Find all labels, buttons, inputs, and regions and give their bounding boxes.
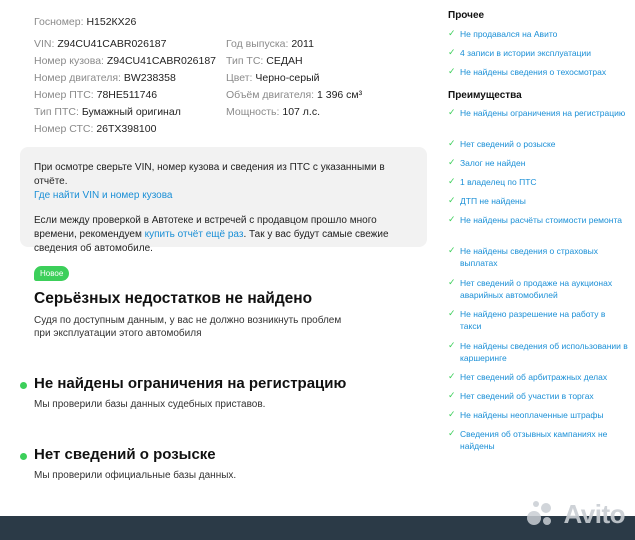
- check-icon: ✓: [448, 157, 456, 167]
- sidebar-item-label: Нет сведений о продаже на аукционах аварийных автомобилей: [460, 278, 613, 300]
- spec-label: Номер СТС:: [34, 123, 94, 135]
- sidebar-item-label: 4 записи в истории эксплуатации: [460, 48, 591, 58]
- spec-value: СЕДАН: [266, 55, 303, 67]
- check-icon: ✓: [448, 277, 456, 287]
- buy-report-again-link[interactable]: купить отчёт ещё раз: [144, 229, 244, 240]
- spec-value: Z94CU41CABR026187: [57, 38, 167, 50]
- spec-pts-type: [34, 106, 181, 118]
- spec-label: VIN:: [34, 38, 55, 50]
- spec-pts-number: [34, 89, 157, 101]
- spec-sts-number: [34, 123, 156, 135]
- watermark-text: Avito: [563, 498, 625, 529]
- check-icon: ✓: [448, 28, 456, 38]
- summary-title: Серьёзных недостатков не найдено: [34, 290, 313, 307]
- spec-value: 1 396 см³: [316, 89, 363, 101]
- check-icon: ✓: [448, 340, 456, 350]
- spec-label: Тип ПТС:: [34, 106, 79, 118]
- spec-gosnomer: [34, 16, 136, 28]
- check-icon: ✓: [448, 138, 456, 148]
- check-icon: ✓: [448, 47, 456, 57]
- check-icon: ✓: [448, 214, 456, 224]
- spec-engine-number: [34, 72, 176, 84]
- spec-label: Мощность:: [226, 106, 280, 118]
- sidebar-item-label: 1 владелец по ПТС: [460, 177, 537, 187]
- sidebar-item-label: Не продавался на Авито: [460, 29, 558, 39]
- sidebar-item-label: Не найдены ограничения на регистрацию: [460, 108, 626, 118]
- sidebar-item-label: Нет сведений об арбитражных делах: [460, 372, 608, 382]
- sidebar-item-label: Не найдены расчёты стоимости ремонта: [460, 215, 622, 225]
- spec-power: [226, 106, 320, 118]
- notice-paragraph: [34, 161, 413, 203]
- sidebar-item-label: ДТП не найдены: [460, 196, 526, 206]
- notice-paragraph: [34, 214, 413, 256]
- check-icon: ✓: [448, 428, 456, 438]
- spec-value: 26ТХ398100: [96, 123, 157, 135]
- sidebar-item-label: Не найдены сведения об использовании в каршеринге: [460, 341, 628, 363]
- sidebar-item-label: Не найдено разрешение на работу в такси: [460, 309, 606, 331]
- spec-vehicle-type: [226, 55, 303, 67]
- green-dot-icon: [20, 453, 27, 460]
- spec-value: 78НЕ511746: [96, 89, 158, 101]
- spec-value: 107 л.с.: [282, 106, 321, 118]
- summary-subtitle: Судя по доступным данным, у вас не должно возникнуть проблем при эксплуатации этого автомобиля: [34, 315, 342, 339]
- spec-label: Цвет:: [226, 72, 253, 84]
- check-icon: ✓: [448, 66, 456, 76]
- spec-value: Черно-серый: [255, 72, 320, 84]
- spec-label: Номер кузова:: [34, 55, 104, 67]
- spec-label: Госномер:: [34, 16, 84, 28]
- check-icon: ✓: [448, 371, 456, 381]
- spec-label: Год выпуска:: [226, 38, 289, 50]
- check-icon: ✓: [448, 195, 456, 205]
- sidebar-item-label: Нет сведений о розыске: [460, 139, 556, 149]
- spec-label: Номер ПТС:: [34, 89, 94, 101]
- check-icon: ✓: [448, 308, 456, 318]
- spec-value: 2011: [291, 38, 314, 50]
- sidebar-item-label: Не найдены сведения о техосмотрах: [460, 67, 607, 77]
- sidebar-item-label: Нет сведений об участии в торгах: [460, 391, 594, 401]
- sidebar-item-label: Залог не найден: [460, 158, 526, 168]
- spec-label: Тип ТС:: [226, 55, 264, 67]
- spec-year: [226, 38, 314, 50]
- check-icon: ✓: [448, 390, 456, 400]
- check-icon: ✓: [448, 176, 456, 186]
- finding-title: Нет сведений о розыске: [34, 446, 216, 463]
- spec-value: BW238358: [123, 72, 176, 84]
- check-icon: ✓: [448, 245, 456, 255]
- spec-label: Объём двигателя:: [226, 89, 315, 101]
- spec-body-number: [34, 55, 216, 67]
- sidebar-heading-advantages: Преимущества: [448, 90, 522, 101]
- spec-value: Бумажный оригинал: [81, 106, 181, 118]
- notice-text: Если между проверкой в Автотеке и встречей с продавцом прошло много времени, рекомендуем: [34, 215, 377, 240]
- spec-engine-volume: [226, 89, 362, 101]
- finding-subtitle: Мы проверили базы данных судебных приставов.: [34, 399, 266, 410]
- finding-title: Не найдены ограничения на регистрацию: [34, 375, 347, 392]
- inspection-notice: [20, 147, 427, 254]
- notice-text: . Так у вас будут самые свежие сведения об автомобиле.: [34, 229, 389, 254]
- sidebar-item-label: Сведения об отзывных кампаниях не найдены: [460, 429, 608, 451]
- check-icon: ✓: [448, 409, 456, 419]
- spec-color: [226, 72, 320, 84]
- new-badge: Новое: [34, 266, 69, 281]
- green-dot-icon: [20, 382, 27, 389]
- finding-subtitle: Мы проверили официальные базы данных.: [34, 470, 237, 481]
- spec-label: Номер двигателя:: [34, 72, 121, 84]
- check-icon: ✓: [448, 107, 456, 117]
- sidebar-item-label: Не найдены неоплаченные штрафы: [460, 410, 604, 420]
- avito-watermark: [525, 492, 625, 536]
- sidebar-heading-other: Прочее: [448, 10, 485, 21]
- where-vin-link[interactable]: Где найти VIN и номер кузова: [34, 190, 173, 201]
- sidebar-item-label: Не найдены сведения о страховых выплатах: [460, 246, 598, 268]
- spec-vin: [34, 38, 167, 50]
- spec-value: Н152КХ26: [86, 16, 137, 28]
- notice-text: При осмотре сверьте VIN, номер кузова и сведения из ПТС с указанными в отчёте.: [34, 162, 385, 187]
- spec-value: Z94CU41CABR026187: [106, 55, 217, 67]
- avito-logo-icon: [525, 497, 559, 531]
